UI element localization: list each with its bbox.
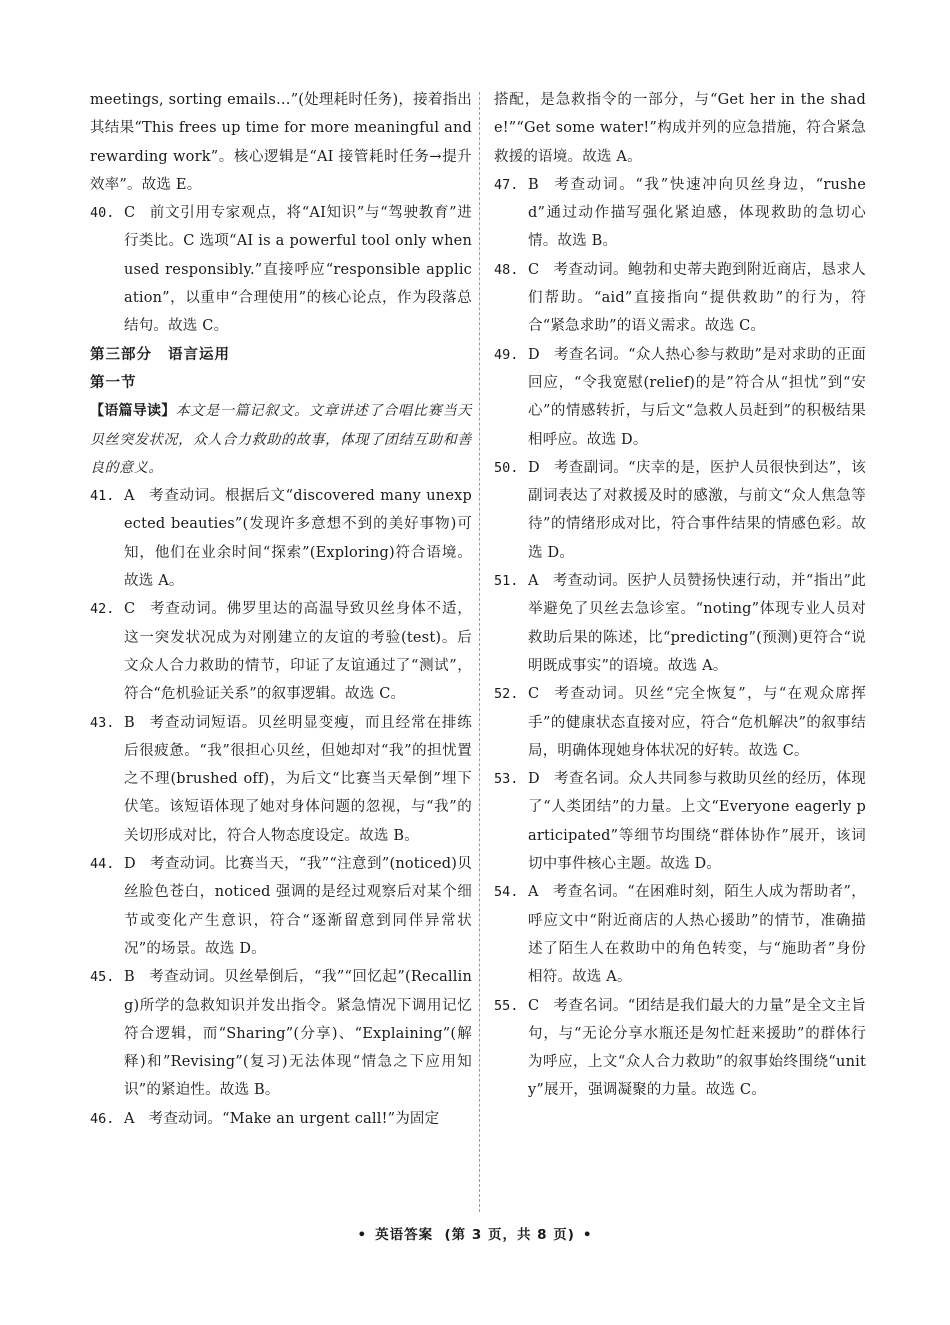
item-number: 55. [494, 997, 519, 1014]
item-answer: B [124, 714, 135, 731]
item-answer: C [124, 205, 136, 222]
item-number: 45. [90, 969, 115, 986]
answer-item-51 [494, 567, 866, 680]
answer-item-48 [494, 256, 866, 341]
section-heading [90, 341, 472, 369]
item-answer: B [528, 176, 539, 193]
item-answer: C [528, 261, 540, 278]
answer-item-40 [90, 199, 472, 340]
intro-tag: 【语篇导读】 [90, 403, 176, 420]
item-explanation: 考查动词。比赛当天，“我”“注意到”(noticed)贝丝脸色苍白，noticed 强调的是经过观察后对某个细节或变化产生意识，符合“逐渐留意到同伴异常状况”的场景。故选 D。 [124, 856, 472, 957]
answer-item-42 [90, 595, 472, 708]
answer-item-54 [494, 878, 866, 991]
page-footer [0, 1223, 950, 1243]
bullet-icon: • [357, 1227, 368, 1243]
answer-item-55 [494, 992, 866, 1105]
section-title: 第三部分 [90, 346, 152, 363]
item-explanation: 考查动词。根据后文“discovered many unexpected beauties”(发现许多意想不到的美好事物)可知，他们在业余时间“探索”(Exploring)符合语境。故选 A。 [124, 488, 472, 590]
item-answer: A [528, 884, 539, 901]
subsection-heading: 第一节 [90, 374, 137, 391]
item-answer: D [528, 346, 540, 363]
item-number: 50. [494, 459, 519, 476]
footer-subject: 英语答案 [375, 1227, 434, 1243]
item-number: 54. [494, 884, 519, 901]
item-explanation: 考查动词。鲍勃和史蒂夫跑到附近商店，恳求人们帮助。“aid”直接指向“提供救助”的行为，符合“紧急求助”的语义需求。故选 C。 [528, 261, 866, 335]
answer-item-47 [494, 171, 866, 256]
item-answer: C [528, 997, 540, 1014]
item-number: 41. [90, 488, 115, 505]
answer-item-45 [90, 963, 472, 1104]
item-explanation: 考查动词。贝丝晕倒后，“我”“回忆起”(Recalling)所学的急救知识并发出指令。紧急情况下调用记忆符合逻辑，而“Sharing”(分享)、“Explaining”(解释)和”Revising”(复习)无法体现“情急之下应用知识”的紧迫性。故选 B。 [124, 969, 472, 1099]
item-explanation: 考查动词。“Make an urgent call!”为固定 [148, 1110, 440, 1127]
item-number: 43. [90, 714, 115, 731]
answer-item-53 [494, 765, 866, 878]
answer-item-49 [494, 341, 866, 454]
item-answer: A [124, 1110, 135, 1127]
answer-item-43 [90, 709, 472, 850]
item-explanation: 考查动词短语。贝丝明显变瘦，而且经常在排练后很疲惫。“我”很担心贝丝，但她却对“我”的担忧置之不理(brushed off)，为后文“比赛当天晕倒”埋下伏笔。该短语体现了她对身体问题的忽视，与“我”的关切形成对比，符合人物态度设定。故选 B。 [124, 714, 472, 844]
item-explanation: 考查副词。“庆幸的是，医护人员很快到达”，该副词表达了对救援及时的感激，与前文“众人焦急等待”的情绪形成对比，符合事件结果的情感色彩。故选 D。 [528, 459, 866, 561]
item-number: 40. [90, 205, 115, 222]
item-answer: A [528, 573, 539, 590]
item-explanation: 考查动词。佛罗里达的高温导致贝丝身体不适，这一突发状况成为对刚建立的友谊的考验(test)。后文众人合力救助的情节，印证了友谊通过了“测试”，符合“危机验证关系”的叙事逻辑。故选 C。 [124, 601, 472, 703]
item-explanation: 考查名词。“众人热心参与救助”是对求助的正面回应，“令我宽慰(relief)的是”符合从“担忧”到“安心”的情感转折，与后文“急救人员赶到”的积极结果相呼应。故选 D。 [528, 346, 866, 448]
item-number: 46. [90, 1110, 115, 1127]
item-number: 53. [494, 771, 519, 788]
item-explanation: 考查动词。“我”快速冲向贝丝身边，“rushed”通过动作描写强化紧迫感，体现救助的急切心情。故选 B。 [528, 176, 866, 250]
item-number: 52. [494, 686, 519, 703]
answer-item-46 [90, 1105, 472, 1133]
answer-item-50 [494, 454, 866, 567]
continued-explanation: 搭配，是急救指令的一部分，与“Get her in the shade!”“Get some water!”构成并列的应急措施，符合紧急救援的语境。故选 A。 [494, 92, 866, 165]
item-explanation: 考查动词。医护人员赞扬快速行动，并“指出”此举避免了贝丝去急诊室。“noting”体现专业人员对救助后果的陈述，比“predicting”(预测)更符合“说明既成事实”的语境。故选 A。 [528, 573, 866, 674]
item-answer: D [124, 856, 136, 873]
item-answer: C [528, 686, 540, 703]
continued-explanation: meetings, sorting emails…”(处理耗时任务)，接着指出其结果“This frees up time for more meaningful and rewarding work”。核心逻辑是“AI 接管耗时任务→提升效率”。故选 E。 [90, 92, 472, 193]
right-column [494, 86, 866, 1105]
item-number: 47. [494, 176, 519, 193]
item-answer: D [528, 459, 540, 476]
answer-item-41 [90, 482, 472, 595]
item-number: 42. [90, 601, 115, 618]
item-answer: D [528, 771, 540, 788]
footer-page-info: (第 3 页，共 8 页) [444, 1227, 575, 1243]
item-explanation: 考查名词。众人共同参与救助贝丝的经历，体现了“人类团结”的力量。上文“Everyone eagerly participated”等细节均围绕“群体协作”展开，该词切中事件核心主题。故选 D。 [528, 771, 866, 873]
item-number: 49. [494, 346, 519, 363]
section-subtitle: 语言运用 [168, 346, 230, 363]
item-answer: B [124, 969, 135, 986]
item-explanation: 考查名词。“团结是我们最大的力量”是全文主旨句，与“无论分享水瓶还是匆忙赶来援助”的群体行为呼应，上文“众人合力救助”的叙事始终围绕“unity”展开，强调凝聚的力量。故选 C。 [528, 997, 866, 1099]
left-column [90, 86, 472, 1133]
item-explanation: 前文引用专家观点，将“AI知识”与“驾驶教育”进行类比。C 选项“AI is a powerful tool only when used responsibly.”直接呼应“responsible application”，以重申“合理使用”的核心论点，作为段落总结句。故选 C。 [124, 205, 472, 335]
item-number: 51. [494, 573, 519, 590]
intro-text: 本文是一篇记叙文。文章讲述了合唱比赛当天贝丝突发状况，众人合力救助的故事，体现了团结互助和善良的意义。 [90, 403, 473, 476]
passage-intro [90, 397, 472, 482]
item-explanation: 考查动词。贝丝“完全恢复”，与“在观众席挥手”的健康状态直接对应，符合“危机解决”的叙事结局，明确体现她身体状况的好转。故选 C。 [528, 686, 866, 759]
bullet-icon: • [582, 1227, 593, 1243]
item-number: 48. [494, 261, 519, 278]
item-answer: C [124, 601, 136, 618]
answer-item-52 [494, 680, 866, 765]
column-divider [479, 92, 480, 1212]
item-answer: A [124, 488, 135, 505]
item-number: 44. [90, 856, 115, 873]
item-explanation: 考查名词。“在困难时刻，陌生人成为帮助者”，呼应文中“附近商店的人热心援助”的情节，准确描述了陌生人在救助中的角色转变，与“施助者”身份相符。故选 A。 [528, 884, 866, 986]
answer-item-44 [90, 850, 472, 963]
